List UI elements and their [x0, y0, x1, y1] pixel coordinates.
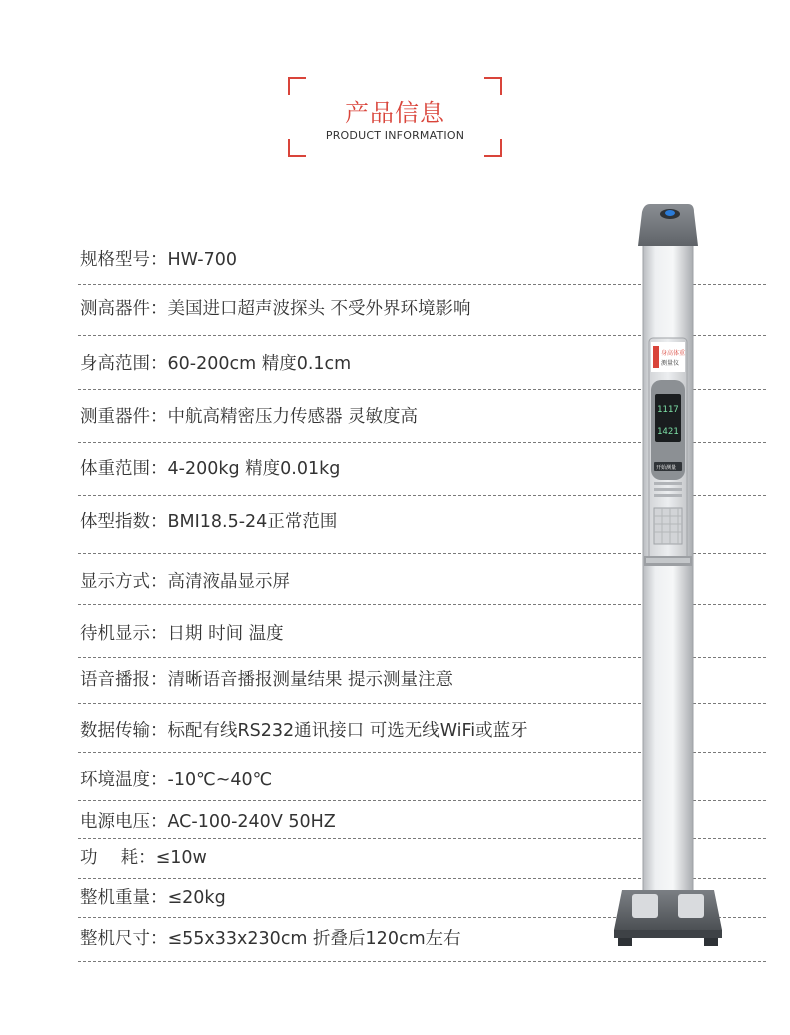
spec-row-bmi: [80, 511, 337, 533]
foot-pad-left: [632, 894, 658, 918]
spec-row-height-sensor: [80, 298, 471, 320]
spec-value: 60-200cm 精度0.1cm: [167, 354, 352, 374]
spec-value: HW-700: [167, 250, 237, 270]
spec-label: 测重器件：: [80, 407, 168, 427]
spec-row-weight: [80, 887, 226, 909]
spec-label: 数据传输：: [80, 721, 168, 741]
spec-value: 标配有线RS232通讯接口 可选无线WiFi或蓝牙: [167, 721, 528, 741]
spec-row-standby: [80, 623, 284, 645]
spec-value: BMI18.5-24正常范围: [167, 512, 338, 532]
lcd-value-1: 1117: [657, 405, 679, 415]
spec-label: 显示方式：: [80, 572, 168, 592]
foot-pad-right: [678, 894, 704, 918]
panel-title-2: 测量仪: [661, 360, 680, 367]
panel-title-1: 身高体重: [661, 350, 686, 357]
start-measure-label: 开始测量: [656, 465, 677, 471]
lcd-value-2: 1421: [657, 427, 679, 437]
height-weight-scale-image: [610, 200, 726, 952]
spec-label: 规格型号：: [80, 250, 168, 270]
spec-row-display: [80, 571, 290, 593]
spec-row-weight-sensor: [80, 406, 418, 428]
spec-value: 日期 时间 温度: [167, 624, 284, 644]
row-divider: [78, 961, 766, 962]
spec-value: 中航高精密压力传感器 灵敏度高: [167, 407, 419, 427]
spec-row-voltage: [80, 811, 336, 833]
spec-value: -10℃~40℃: [167, 770, 273, 790]
spec-row-temperature: [80, 769, 272, 791]
spec-label: 功 耗：: [80, 848, 156, 868]
section-title: 产品信息: [345, 99, 445, 127]
spec-label: 测高器件：: [80, 299, 168, 319]
section-subtitle: PRODUCT INFORMATION: [325, 129, 465, 142]
spec-row-power: [80, 847, 207, 869]
spec-value: ≤20kg: [167, 888, 226, 908]
spec-row-voice: [80, 669, 453, 691]
spec-label: 待机显示：: [80, 624, 168, 644]
spec-value: 美国进口超声波探头 不受外界环境影响: [167, 299, 471, 319]
spec-label: 身高范围：: [80, 354, 168, 374]
spec-label: 环境温度：: [80, 770, 168, 790]
spec-label: 体型指数：: [80, 512, 168, 532]
spec-label: 整机重量：: [80, 888, 168, 908]
spec-label: 电源电压：: [80, 812, 168, 832]
spec-value: 4-200kg 精度0.01kg: [167, 459, 341, 479]
base-platform: [614, 890, 722, 930]
spec-row-model: [80, 249, 237, 271]
spec-row-dimensions: [80, 928, 461, 950]
spec-label: 体重范围：: [80, 459, 168, 479]
spec-row-data-transfer: [80, 720, 528, 742]
spec-row-height-range: [80, 353, 351, 375]
spec-value: 高清液晶显示屏: [167, 572, 290, 592]
spec-value: 清晰语音播报测量结果 提示测量注意: [167, 670, 454, 690]
spec-row-weight-range: [80, 458, 340, 480]
spec-label: 语音播报：: [80, 670, 168, 690]
section-header: [288, 77, 502, 157]
spec-value: ≤10w: [155, 848, 207, 868]
spec-value: ≤55x33x230cm 折叠后120cm左右: [167, 929, 461, 949]
spec-value: AC-100-240V 50HZ: [167, 812, 336, 832]
spec-label: 整机尺寸：: [80, 929, 168, 949]
